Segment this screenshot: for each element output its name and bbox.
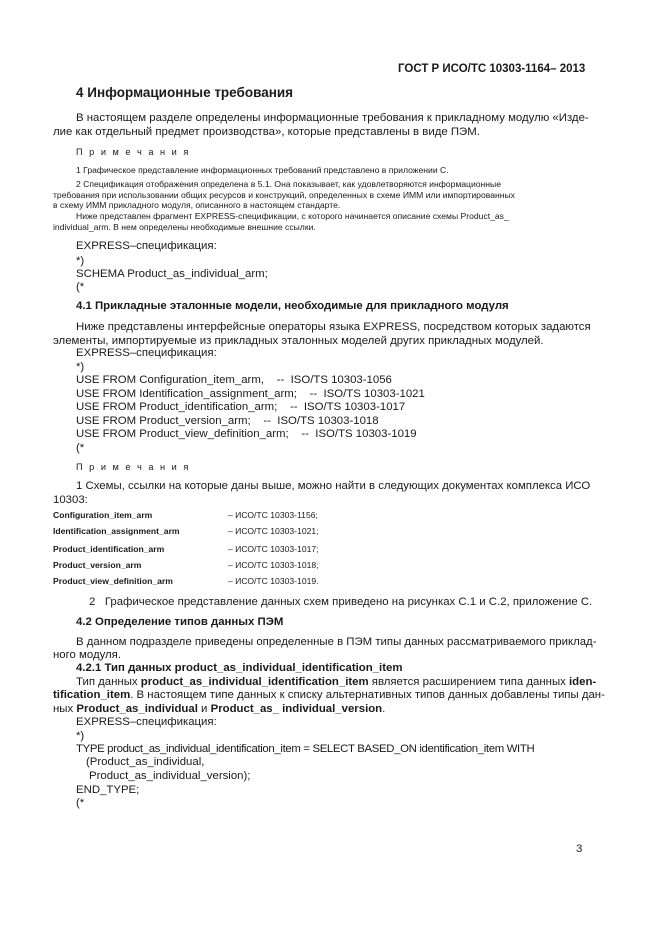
paragraph-line: Ниже представлены интерфейсные операторы языка EXPRESS, посредством которых задаются (76, 321, 591, 333)
note-line: требования при использовании общих ресурсов и конструкций, определенных в схеме ИММ или импортированных (53, 190, 515, 200)
use-from-line: USE FROM Identification_assignment_arm; -- ISO/TS 10303-1021 (76, 388, 425, 400)
note-line: individual_arm. В нем определены необходимые внешние ссылки. (53, 222, 316, 232)
note-line: 2 Спецификация отображения определена в 5.1. Она показывает, как удовлетворяются информационные (76, 179, 501, 189)
code-line: EXPRESS–спецификация: (76, 240, 217, 252)
paragraph-line: В данном подразделе приведены определенные в ПЭМ типы данных рассматриваемого приклад- (76, 636, 597, 648)
code-line: SCHEMA Product_as_individual_arm; (76, 268, 268, 280)
use-from-line: USE FROM Product_identification_arm; -- ISO/TS 10303-1017 (76, 401, 406, 413)
code-line: (Product_as_individual, (86, 756, 205, 768)
use-from-line: USE FROM Configuration_item_arm, -- ISO/TS 10303-1056 (76, 374, 392, 386)
code-line: TYPE product_as_individual_identification_item = SELECT BASED_ON identification_item WITH (76, 743, 535, 755)
section-4-intro-line-2: лие как отдельный предмет производства», которые представлены в виде ПЭМ. (53, 126, 480, 138)
section-4-2-title: 4.2 Определение типов данных ПЭМ (76, 616, 284, 628)
type-name: tification_item (53, 689, 131, 701)
code-line: (* (76, 281, 85, 293)
note-line: 1 Схемы, ссылки на которые даны выше, можно найти в следующих документах комплекса ИСО (76, 480, 591, 492)
code-line: *) (76, 730, 85, 742)
section-4-1-title: 4.1 Прикладные эталонные модели, необходимые для прикладного модуля (76, 300, 509, 312)
note-line: Ниже представлен фрагмент EXPRESS-спецификации, с которого начинается описание схемы Product_as_ (76, 211, 509, 221)
code-line: EXPRESS–спецификация: (76, 716, 217, 728)
ref-document: – ИСО/ТС 10303-1156; (228, 510, 318, 520)
text-run: Тип данных (76, 676, 141, 688)
ref-schema: Configuration_item_arm (53, 510, 153, 520)
type-name: iden- (569, 676, 597, 688)
text-run: . В настоящем типе данных к списку альтернативных типов данных добавлены типы дан- (130, 689, 605, 701)
note-line: 10303: (53, 494, 88, 506)
ref-document: – ИСО/ТС 10303-1019. (228, 576, 319, 586)
note-2: 2 Графическое представление данных схем приведено на рисунках С.1 и С.2, приложение С. (89, 596, 593, 608)
code-line: *) (76, 255, 85, 267)
ref-schema: Identification_assignment_arm (53, 526, 180, 536)
paragraph-line: элементы, импортируемые из прикладных эталонных моделей других прикладных модулей. (53, 335, 544, 347)
code-line: (* (76, 442, 85, 454)
paragraph-line (53, 704, 385, 715)
text-run: и (197, 703, 211, 715)
ref-document: – ИСО/ТС 10303-1017; (228, 544, 319, 554)
note-line: в схему ИММ прикладного модуля, описанного в настоящем стандарте. (53, 200, 341, 210)
paragraph-line: ного модуля. (53, 649, 122, 661)
note-line: 1 Графическое представление информационных требований представлено в приложении С. (76, 165, 449, 175)
paragraph-line (53, 690, 605, 701)
section-4-intro-line-1: В настоящем разделе определены информационные требования к прикладному модулю «Изде- (76, 112, 589, 124)
notes-heading: П р и м е ч а н и я (76, 462, 191, 472)
text-run: является расширением типа данных (368, 676, 570, 688)
text-run: ных (53, 703, 77, 715)
type-name: Product_as_ individual_version (210, 703, 383, 715)
ref-document: – ИСО/ТС 10303-1018; (228, 560, 319, 570)
code-line: END_TYPE; (76, 784, 140, 796)
code-line: (* (76, 797, 85, 809)
page-number: 3 (576, 843, 583, 855)
code-line: Product_as_individual_version); (89, 770, 251, 782)
code-line: EXPRESS–спецификация: (76, 347, 217, 359)
ref-schema: Product_identification_arm (53, 544, 165, 554)
document-identifier: ГОСТ Р ИСО/ТС 10303-1164– 2013 (398, 63, 586, 75)
ref-schema: Product_version_arm (53, 560, 142, 570)
ref-document: – ИСО/ТС 10303-1021; (228, 526, 319, 536)
section-4-2-1-title: 4.2.1 Тип данных product_as_individual_identification_item (76, 662, 403, 674)
use-from-line: USE FROM Product_version_arm; -- ISO/TS 10303-1018 (76, 415, 379, 427)
ref-schema: Product_view_definition_arm (53, 576, 173, 586)
notes-heading: П р и м е ч а н и я (76, 147, 191, 157)
paragraph-line (76, 677, 596, 688)
code-line: *) (76, 361, 85, 373)
text-run: . (382, 703, 386, 715)
section-4-title: 4 Информационные требования (76, 85, 294, 100)
type-name: product_as_individual_identification_item (140, 676, 369, 688)
type-name: Product_as_individual (76, 703, 198, 715)
use-from-line: USE FROM Product_view_definition_arm; -- ISO/TS 10303-1019 (76, 428, 417, 440)
